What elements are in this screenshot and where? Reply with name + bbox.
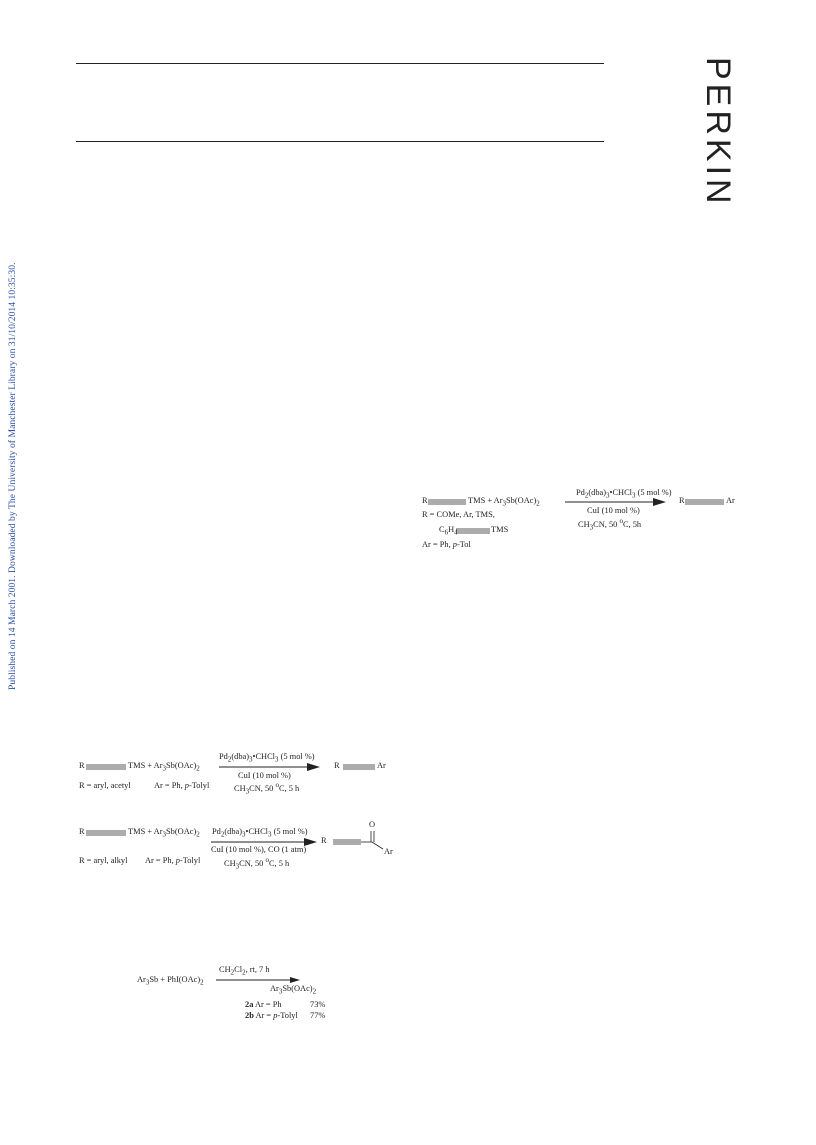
reactant-reagent: TMS + $Ar_3Sb(OAc)_2$ — [468, 496, 540, 508]
product-r: R — [334, 761, 340, 770]
product-carbonyl-o: O — [369, 820, 376, 829]
product-r: R — [321, 836, 327, 845]
conditions-label: $CH_3CN$, 50 $^o$C, 5 h — [224, 856, 290, 871]
reactant-r: R — [422, 496, 428, 505]
product-ar: Ar — [384, 847, 393, 856]
c6h4-label: $C_6H_4$ — [439, 525, 458, 537]
solvent-label: $CH_2Cl_2$, rt, 7 h — [219, 965, 270, 977]
yield-2a: 73% — [310, 1000, 326, 1009]
aryl-definition: Ar = Ph, p-Tol — [422, 540, 471, 549]
aryl-definition: Ar = Ph, p-Tolyl — [154, 781, 210, 790]
reaction-arrowhead — [307, 763, 320, 771]
product-ar: Ar — [726, 496, 735, 505]
cocatalyst-label: CuI (10 mol %) — [238, 771, 291, 780]
aryl-definition: Ar = Ph, p-Tolyl — [145, 856, 201, 865]
reactant-antimony: $Ar_3Sb + PhI(OAc)_2$ — [137, 975, 204, 987]
reactant-r: R — [79, 761, 85, 770]
reactant-r: R — [79, 827, 85, 836]
cocatalyst-label: CuI (10 mol %), CO (1 atm) — [211, 845, 307, 854]
substituent-definition: R = aryl, alkyl — [79, 856, 128, 865]
reactant-reagent: TMS + $Ar_3Sb(OAc)_2$ — [128, 761, 200, 773]
reaction-arrowhead — [290, 977, 300, 983]
brand-logo-text: PERKIN — [699, 57, 737, 208]
conditions-label: $CH_3CN$, 50 $^o$C, 5h — [578, 517, 642, 532]
reactant-reagent: TMS + $Ar_3Sb(OAc)_2$ — [128, 827, 200, 839]
header-rule-bottom — [76, 141, 604, 142]
product-antimony: $Ar_3Sb(OAc)_2$ — [270, 984, 317, 996]
yield-2b: 77% — [310, 1011, 326, 1020]
product-r: R — [679, 496, 685, 505]
product-entry-2a: 2a Ar = Ph — [245, 1000, 282, 1009]
catalyst-label: $Pd_2(dba)_3•CHCl_3$ (5 mol %) — [576, 488, 672, 500]
substituent-definition: R = COMe, Ar, TMS, — [422, 510, 495, 519]
substituent-definition: R = aryl, acetyl — [79, 781, 131, 790]
catalyst-label: $Pd_2(dba)_3•CHCl_3$ (5 mol %) — [212, 827, 308, 839]
product-entry-2b: 2b Ar = p-Tolyl — [245, 1011, 298, 1020]
header-rule-top — [76, 63, 604, 64]
single-bond — [372, 842, 383, 849]
c6h4-tms: TMS — [491, 525, 509, 534]
catalyst-label: $Pd_2(dba)_3•CHCl_3$ (5 mol %) — [219, 752, 315, 764]
cocatalyst-label: CuI (10 mol %) — [587, 506, 640, 515]
conditions-label: $CH_3CN$, 50 $^o$C, 5 h — [234, 781, 300, 796]
download-notice-text: Published on 14 March 2001. Downloaded by The University of Manchester Library on 31/10/2014 10:35:30. — [7, 262, 18, 690]
product-ar: Ar — [377, 761, 386, 770]
